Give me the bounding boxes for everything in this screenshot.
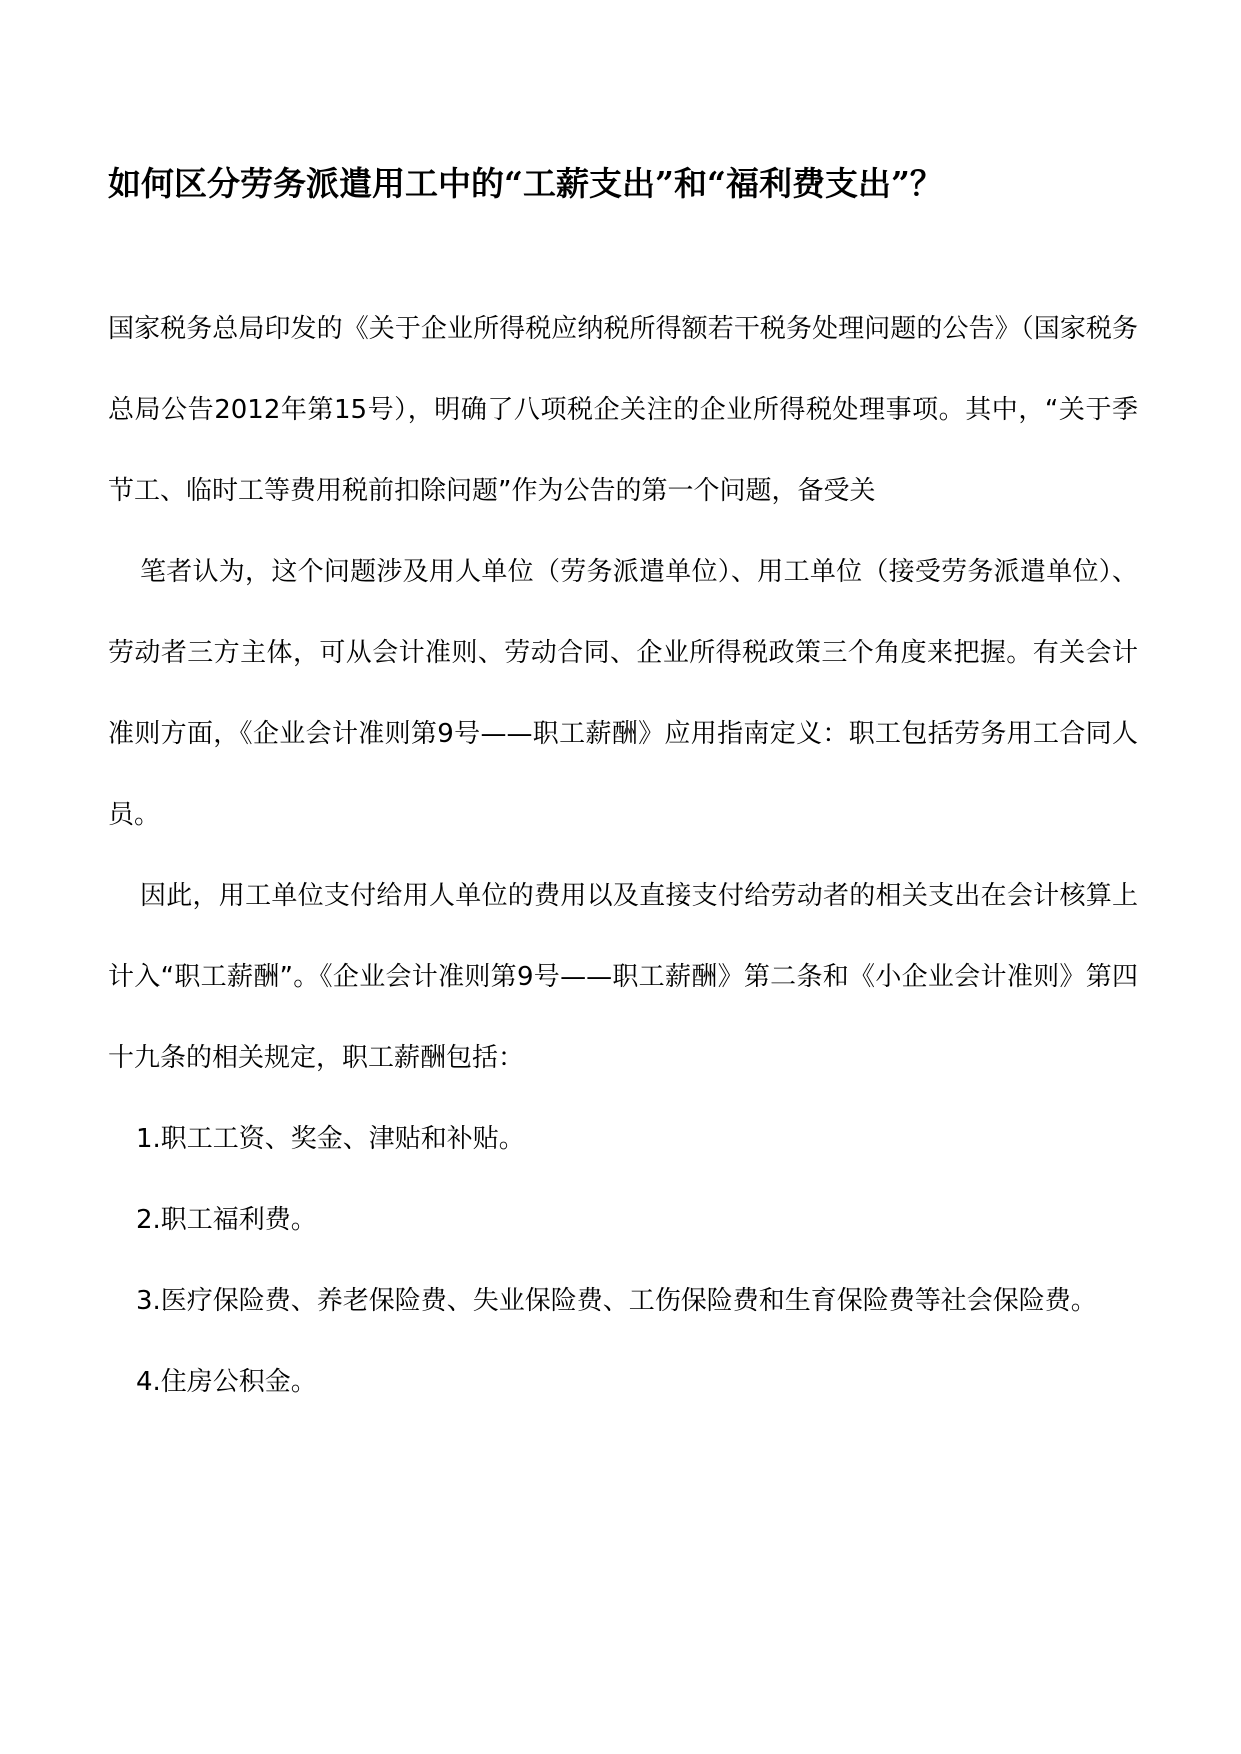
list-item-housing-fund: 4.住房公积金。	[136, 1367, 317, 1397]
document-body	[108, 289, 1138, 1423]
list-item-insurance: 3.医疗保险费、养老保险费、失业保险费、工伤保险费和生育保险费等社会保险费。	[136, 1286, 1097, 1316]
paragraph-author-view: 笔者认为，这个问题涉及用人单位（劳务派遣单位）、用工单位（接受劳务派遣单位）、劳动者三方主体，可从会计准则、劳动合同、企业所得税政策三个角度来把握。有关会计准则方面，《企业会计准则第9号——职工薪酬》应用指南定义：职工包括劳务用工合同人员。	[108, 557, 1138, 830]
paragraph-accounting: 因此，用工单位支付给用人单位的费用以及直接支付给劳动者的相关支出在会计核算上计入“职工薪酬”。《企业会计准则第9号——职工薪酬》第二条和《小企业会计准则》第四十九条的相关规定，职工薪酬包括：	[108, 881, 1138, 1073]
paragraph-intro: 国家税务总局印发的《关于企业所得税应纳税所得额若干税务处理问题的公告》（国家税务总局公告2012年第15号），明确了八项税企关注的企业所得税处理事项。其中，“关于季节工、临时工等费用税前扣除问题”作为公告的第一个问题，备受关	[108, 314, 1138, 506]
list-item-welfare: 2.职工福利费。	[136, 1205, 317, 1235]
list-item-wages: 1.职工工资、奖金、津贴和补贴。	[136, 1124, 525, 1154]
document-title: 如何区分劳务派遣用工中的“工薪支出”和“福利费支出”？	[108, 164, 943, 203]
